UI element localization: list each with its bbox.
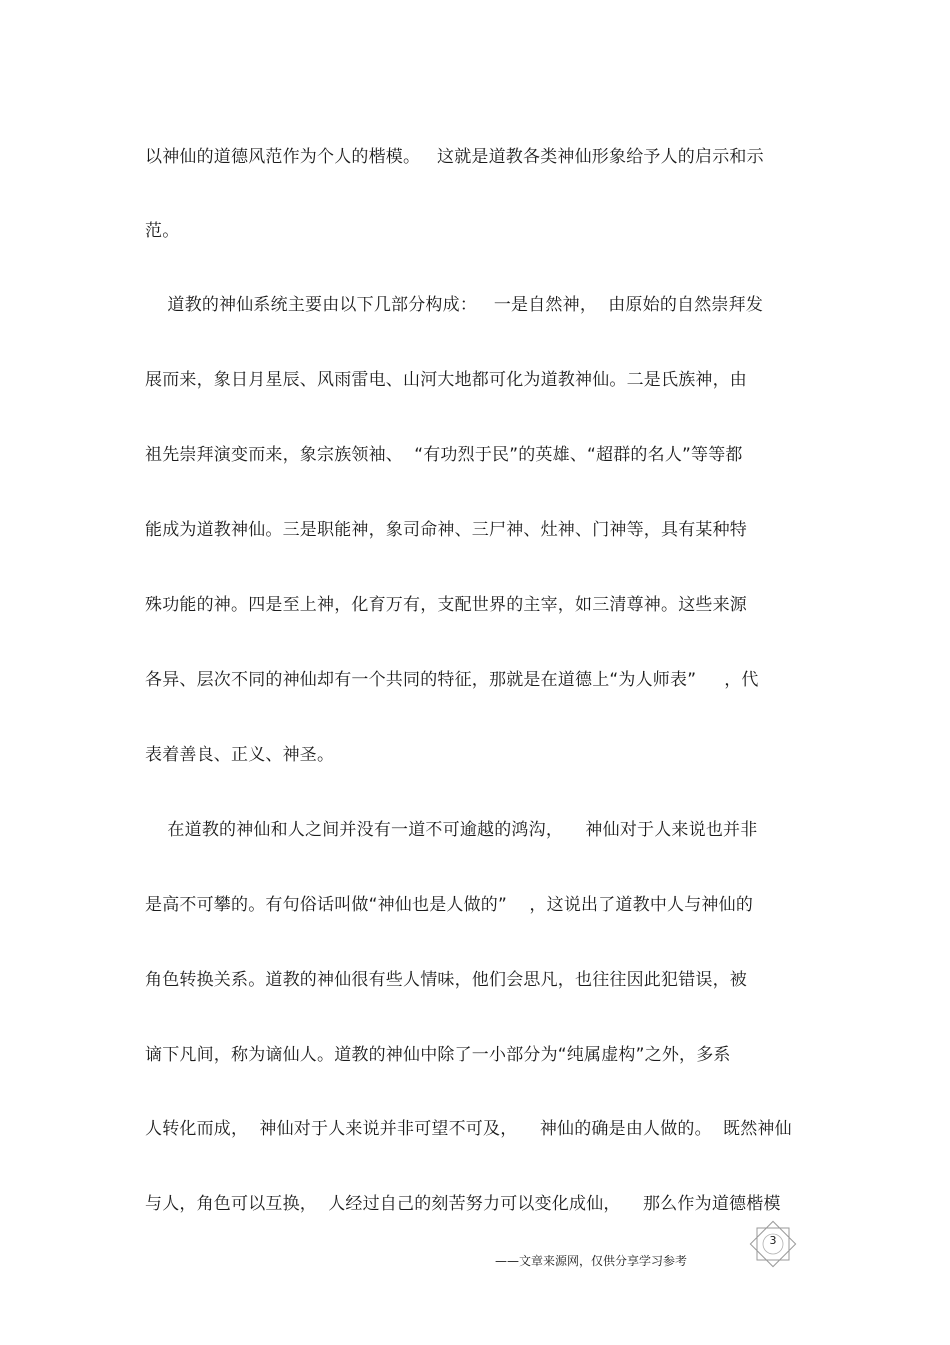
text-line: 祖先崇拜演变而来，象宗族领袖、 “有功烈于民”的英雄、“超群的名人”等等都 — [145, 445, 743, 465]
footer-note: ——文章来源网，仅供分享学习参考 — [495, 1254, 688, 1268]
text-line: 是高不可攀的。有句俗话叫做“神仙也是人做的” ，这说出了道教中人与神仙的 — [145, 895, 754, 915]
text-line: 以神仙的道德风范作为个人的楷模。 这就是道教各类神仙形象给予人的启示和示 — [145, 147, 764, 167]
text-line: 能成为道教神仙。三是职能神，象司命神、三尸神、灶神、门神等，具有某种特 — [145, 520, 747, 540]
text-line: 表着善良、正义、神圣。 — [145, 745, 335, 765]
page-number-badge — [749, 1220, 797, 1268]
text-line: 与人，角色可以互换， 人经过自己的刻苦努力可以变化成仙， 那么作为道德楷模 — [145, 1194, 781, 1214]
text-line: 谪下凡间，称为谪仙人。道教的神仙中除了一小部分为“纯属虚构”之外，多系 — [145, 1045, 731, 1065]
text-line: 道教的神仙系统主要由以下几部分构成： 一是自然神， 由原始的自然崇拜发 — [145, 295, 764, 315]
text-line: 在道教的神仙和人之间并没有一道不可逾越的鸿沟， 神仙对于人来说也并非 — [145, 820, 758, 840]
page-number: 3 — [769, 1234, 777, 1247]
text-line: 人转化而成， 神仙对于人来说并非可望不可及， 神仙的确是由人做的。 既然神仙 — [145, 1119, 792, 1139]
text-line: 各异、层次不同的神仙却有一个共同的特征，那就是在道德上“为人师表” ，代 — [145, 670, 759, 690]
text-line: 范。 — [145, 221, 180, 241]
text-line: 展而来，象日月星辰、风雨雷电、山河大地都可化为道教神仙。二是氏族神，由 — [145, 370, 747, 390]
text-line: 角色转换关系。道教的神仙很有些人情味，他们会思凡，也往往因此犯错误，被 — [145, 970, 747, 990]
text-line: 殊功能的神。四是至上神，化育万有，支配世界的主宰，如三清尊神。这些来源 — [145, 595, 747, 615]
